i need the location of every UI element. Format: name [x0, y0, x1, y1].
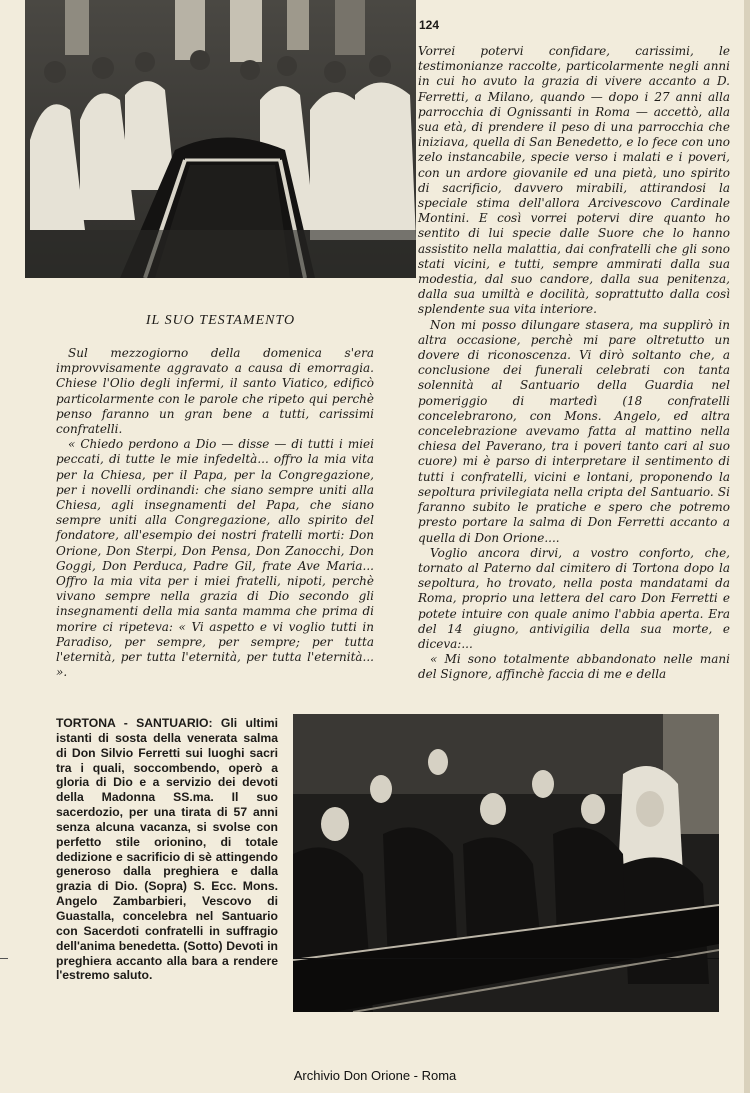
- edge-rule: [0, 958, 8, 959]
- paragraph: « Mi sono totalmente abbandonato nelle mani del Signore, affinchè faccia di me e della: [418, 652, 730, 682]
- body-text-left-column: [56, 346, 374, 680]
- photo-devotees-at-coffin: [293, 714, 719, 1012]
- paragraph: « Chiedo perdono a Dio — disse — di tutti i miei peccati, di tutte le mie infedeltà... offro la mia vita per la Chiesa, per il Papa, per la Congregazione, per i novelli ordinandi: che siano sempre uniti alla Chiesa, agli insegnamenti del Papa, che siano sempre uniti alla Congregazione, allo spirito del fondatore, all'esempio dei nostri fratelli morti: Don Orione, Don Sterpi, Don Pensa, Don Zanocchi, Don Goggi, Don Perduca, Padre Gil, frate Ave Maria... Offro la mia vita per i miei fratelli, nipoti, perchè vivano sempre nella grazia di Dio secondo gli insegnamenti della mia santa mamma che prima di morire ci ripeteva: « Vi aspetto e vi voglio tutti in Paradiso, per sempre, per sempre; per tutta l'eternità, per tutta l'eternità, per tutta l'eternità... ».: [56, 437, 374, 680]
- paragraph: Sul mezzogiorno della domenica s'era improvvisamente aggravato a causa di emorragia. Chiese l'Olio degli infermi, il santo Viatico, edificò particolarmente con le parole che ripeto qui perchè penso faranno un gran bene a tutti, carissimi confratelli.: [56, 346, 374, 437]
- page-edge: [744, 0, 750, 1093]
- photo-caption: TORTONA - SANTUARIO: Gli ultimi istanti di sosta della venerata salma di Don Silvio Ferretti sui luoghi sacri tra i quali, soccombendo, operò a gloria di Dio e a servizio dei devoti della Madonna SS.ma. Il suo sacerdozio, per una tirata di 57 anni senza alcuna vacanza, si svolse con perfetto stile orionino, di totale dedizione e sacrificio di sè attingendo generoso dalla preghiera e dalla grazia di Dio. (Sopra) S. Ecc. Mons. Angelo Zambarbieri, Vescovo di Guastalla, concelebra nel Santuario con Sacerdoti confratelli in suffragio dell'anima benedetta. (Sotto) Devoti in preghiera accanto alla bara a rendere l'estremo saluto.: [56, 716, 278, 983]
- body-text-right-column: [418, 44, 730, 683]
- paragraph: Non mi posso dilungare stasera, ma supplirò in altra occasione, perchè mi pare oltretutto un dovere di riconoscenza. Vi dirò soltanto che, a conclusione dei funerali celebrati con tanta solennità al Santuario della Guardia nel pomeriggio di martedì (18 confratelli concelebrarono, con Mons. Angelo, ed altra concelebrazione avevamo fatta al mattino nella chiesa del Paverano, tra i poveri tanto cari al suo cuore) mi è parso di interpretare il sentimento di tutti i confratelli, vicini e lontani, proponendo la sepoltura privilegiata nella cripta del Santuario. Si faranno subito le pratiche e spero che potremo presto portare la salma di Don Ferretti accanto a quella di Don Orione....: [418, 317, 730, 545]
- paragraph: Vorrei potervi confidare, carissimi, le testimonianze raccolte, particolarmente negli anni in cui ho avuto la grazia di vivere accanto a D. Ferretti, a Milano, quando — dopo i 27 anni alla parrocchia di Ognissanti in Roma — accettò, alla sua età, di prendere il peso di una parrocchia che iniziava, quella di San Benedetto, e lo fece con uno zelo instancabile, specie verso i malati e i poveri, con un ardore giovanile ed una pietà, uno spirito di sacrificio, davvero mirabili, attirandosi la speciale stima dell'allora Arcivescovo Cardinale Montini. E così vorrei potervi dire quanto ho sentito di lui specie dalle Suore che lo hanno assistito nella malattia, dai confratelli che gli sono stati vicini, e tutti, sempre ammirati dalla sua modestia, dal suo candore, dalla sua penitenza, dalla sua umiltà e docilità, soprattutto dalla così splendente sua vita interiore.: [418, 44, 730, 317]
- archive-footer: Archivio Don Orione - Roma: [293, 1068, 457, 1083]
- section-heading: IL SUO TESTAMENTO: [145, 313, 296, 328]
- photo-concelebration: [25, 0, 416, 278]
- paragraph: Voglio ancora dirvi, a vostro conforto, che, tornato al Paterno dal cimitero di Tortona dopo la sepoltura, ho trovato, nella posta mandatami da Roma, proprio una lettera del caro Don Ferretti e potete intuire con quale animo l'abbia aperta. Era del 14 giugno, antivigilia della sua morte, e diceva:...: [418, 545, 730, 651]
- page-number: 124: [419, 18, 440, 32]
